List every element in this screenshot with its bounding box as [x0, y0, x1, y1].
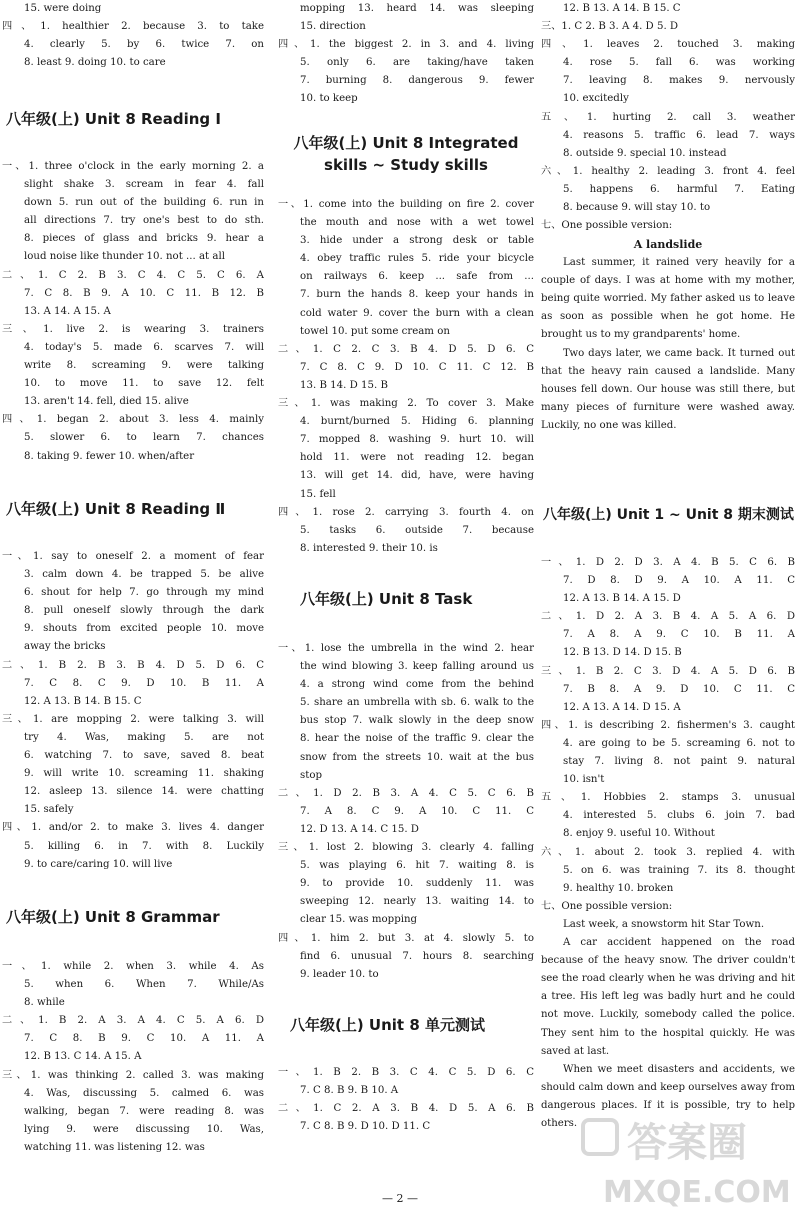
- answer-line: 10. to move 11. to save 12. felt: [24, 378, 264, 390]
- answer-line: 4. a strong wind come from the behind: [300, 679, 534, 691]
- answer-line: 7. burning 8. dangerous 9. fewer: [300, 75, 534, 87]
- answer-line: 9. leader 10. to: [300, 968, 379, 980]
- answer-line: 4. burnt/burned 5. Hiding 6. planning: [300, 416, 534, 428]
- answer-line: 3. hide under a strong desk or table: [300, 235, 534, 247]
- essay-landslide: [541, 236, 795, 435]
- answer-line: 5. was playing 6. hit 7. waiting 8. is: [300, 860, 534, 872]
- answer-line: 10. excitedly: [563, 93, 629, 105]
- answer-line: 8. outside 9. special 10. instead: [563, 147, 727, 159]
- answer-line: 四、1. the biggest 2. in 3. and 4. living: [278, 39, 534, 51]
- section-title-grammar: 八年级(上) Unit 8 Grammar: [6, 908, 220, 926]
- answer-line: 三、1. lost 2. blowing 3. clearly 4. falling: [278, 842, 534, 854]
- section-title-reading-1: 八年级(上) Unit 8 Reading Ⅰ: [6, 110, 221, 128]
- answer-line: 7. A 8. A 9. C 10. B 11. A: [563, 629, 795, 641]
- answer-line: 三、1. B 2. C 3. D 4. A 5. D 6. B: [541, 665, 795, 677]
- carryover-block: [278, 0, 534, 109]
- answer-line: 10. to keep: [300, 93, 358, 105]
- answer-line: 15. safely: [24, 804, 74, 816]
- answer-line: find 6. unusual 7. hours 8. searching: [300, 950, 534, 962]
- answer-line: loud noise like thunder 10. not ... at all: [24, 251, 225, 263]
- watermark-logo: [575, 1098, 800, 1216]
- answer-line: 8. least 9. doing 10. to care: [24, 57, 166, 69]
- answer-line: 7. A 8. C 9. A 10. C 11. C: [300, 805, 534, 817]
- answer-line: 四、1. leaves 2. touched 3. making: [541, 39, 795, 51]
- section-title-reading-2: 八年级(上) Unit 8 Reading Ⅱ: [6, 500, 226, 518]
- answer-line: watching 11. was listening 12. was: [24, 1141, 205, 1153]
- watermark-emblem: [583, 1120, 617, 1154]
- answer-line: 8. pieces of glass and bricks 9. hear a: [24, 233, 264, 245]
- answer-line: 5. slower 6. to learn 7. chances: [24, 432, 264, 444]
- answer-line: 12. B 13. C 14. A 15. A: [24, 1051, 142, 1063]
- answer-line: 9. will write 10. screaming 11. shaking: [24, 768, 264, 780]
- answer-line: 3. calm down 4. be trapped 5. be alive: [24, 569, 264, 581]
- answer-line: 13. B 14. D 15. B: [300, 379, 388, 391]
- answer-line: 9. to provide 10. suddenly 11. was: [300, 878, 534, 890]
- answer-line: 8. because 9. will stay 10. to: [563, 202, 711, 214]
- answer-line: 12. B 13. A 14. B 15. C: [563, 3, 681, 14]
- answer-line: 4. today's 5. made 6. scarves 7. will: [24, 341, 264, 353]
- answer-line: 15. direction: [300, 21, 366, 33]
- answer-line: down 5. run out of the building 6. run in: [24, 197, 264, 209]
- answer-line: walking, began 7. were reading 8. was: [24, 1105, 264, 1117]
- answer-line: 12. D 13. A 14. C 15. D: [300, 823, 419, 835]
- answer-line: 8. interested 9. their 10. is: [300, 542, 438, 554]
- answer-line: lying 9. were discussing 10. Was,: [24, 1123, 264, 1135]
- answer-line: 7. C 8. C 9. D 10. B 11. A: [24, 677, 264, 689]
- section-title-line: skills ~ Study skills: [324, 156, 488, 174]
- answer-line: 三、1. live 2. is wearing 3. trainers: [2, 323, 264, 335]
- final-test-answers: [541, 554, 795, 916]
- answer-line: snow from the streets 10. wait at the bus: [300, 751, 534, 763]
- watermark-text-cn: 答案圈: [627, 1120, 747, 1166]
- answer-line: 一、1. D 2. D 3. A 4. B 5. C 6. B: [541, 557, 795, 568]
- answer-line: 10. isn't: [563, 774, 605, 786]
- answer-line: 8. pull oneself slowly through the dark: [24, 605, 264, 617]
- answer-line: 7. C 8. B 9. B 10. A: [300, 1085, 399, 1097]
- answer-line: bus stop 7. walk slowly in the deep snow: [300, 715, 534, 727]
- answer-line: 二、1. C 2. C 3. B 4. D 5. D 6. C: [278, 343, 534, 355]
- section-title-unit-test: 八年级(上) Unit 8 单元测试: [290, 1016, 485, 1034]
- answer-line: 6. watching 7. to save, saved 8. beat: [24, 750, 264, 762]
- answer-line: 六、1. about 2. took 3. replied 4. with: [541, 846, 795, 858]
- answer-line: 四、1. began 2. about 3. less 4. mainly: [2, 414, 264, 426]
- answer-line: 四、1. is describing 2. fishermen's 3. caught: [541, 719, 795, 731]
- reading-1-answers: [2, 158, 264, 466]
- answer-line: 二、1. C 2. A 3. B 4. D 5. A 6. B: [278, 1103, 534, 1115]
- answer-line: the mouth and nose with a wet towel: [300, 217, 534, 229]
- answer-line: 5. tasks 6. outside 7. because: [300, 524, 534, 536]
- answer-line: 五、1. Hobbies 2. stamps 3. unusual: [541, 792, 795, 804]
- answer-line: 四、1. him 2. but 3. at 4. slowly 5. to: [278, 932, 534, 944]
- answer-line: 5. on 6. was training 7. its 8. thought: [563, 864, 795, 876]
- answer-line: 15. fell: [300, 488, 336, 500]
- answer-line: stay 7. living 8. not paint 9. natural: [563, 756, 795, 768]
- answer-line: 三、1. was thinking 2. called 3. was making: [2, 1069, 264, 1081]
- answer-line: 4. interested 5. clubs 6. join 7. bad: [563, 810, 795, 822]
- answer-line: slight shake 3. scream in fear 4. fall: [24, 179, 264, 191]
- answer-line: 4. rose 5. fall 6. was working: [563, 57, 795, 69]
- answer-line: 7. leaving 8. makes 9. nervously: [563, 75, 795, 87]
- essay-title: A landslide: [633, 238, 703, 251]
- carryover-block: [2, 0, 264, 72]
- answer-line: 13. aren't 14. fell, died 15. alive: [24, 396, 189, 408]
- answer-line: towel 10. put some cream on: [300, 325, 450, 337]
- answer-line: 二、1. D 2. A 3. B 4. A 5. A 6. D: [541, 611, 795, 623]
- answer-line: 七、One possible version:: [541, 220, 673, 232]
- watermark-text-url: MXQE.COM: [603, 1175, 791, 1210]
- answer-line: 8. enjoy 9. useful 10. Without: [563, 828, 715, 840]
- answer-line: 三、1. was making 2. To cover 3. Make: [278, 398, 534, 410]
- section-title-final-test: 八年级(上) Unit 1 ~ Unit 8 期末测试: [543, 507, 794, 523]
- essay-paragraph: When we meet disasters and accidents, we should calm down and keep ourselves away from dangerous places. If it is possible, try to help others.: [541, 1063, 795, 1130]
- answer-line: 4. reasons 5. traffic 6. lead 7. ways: [563, 129, 795, 141]
- answer-line: 二、1. C 2. B 3. C 4. C 5. C 6. A: [2, 269, 264, 281]
- answer-line: 15. were doing: [24, 3, 102, 14]
- answer-line: 6. shout for help 7. go through my mind: [24, 587, 264, 599]
- task-answers: [278, 640, 534, 984]
- unit-test-answers: [278, 1064, 534, 1136]
- answer-line: 七、One possible version:: [541, 900, 673, 912]
- answer-line: 9. shouts from excited people 10. move: [24, 623, 264, 635]
- answer-line: 5. when 6. When 7. While/As: [24, 979, 264, 991]
- answer-line: 5. killing 6. in 7. with 8. Luckily: [24, 840, 264, 852]
- answer-line: all directions 7. try one's best to do sth.: [24, 215, 264, 227]
- answer-line: clear 15. was mopping: [300, 914, 418, 926]
- answer-line: 四、1. and/or 2. to make 3. lives 4. danger: [2, 822, 264, 834]
- answer-line: 13. A 14. A 15. A: [24, 305, 111, 317]
- answer-line: 7. C 8. B 9. D 10. D 11. C: [300, 1121, 431, 1133]
- answer-line: 一、1. say to oneself 2. a moment of fear: [2, 551, 264, 562]
- grammar-answers: [2, 958, 264, 1157]
- integrated-answers: [278, 196, 534, 558]
- answer-line: away the bricks: [24, 641, 106, 653]
- answer-line: write 8. screaming 9. were talking: [24, 360, 264, 372]
- essay-paragraph: Two days later, we came back. It turned out that the heavy rain caused a landslide. Many houses fell down. Our house was still there, but many pieces of furniture were washed away. Luckily, no one was killed.: [541, 347, 795, 431]
- essay-paragraph: Last summer, it rained very heavily for a couple of days. I was at home with my mother, being quite worried. My father asked us to leave as soon as possible when he got home. He brought us to my grandparents' home.: [541, 257, 795, 341]
- essay-paragraph: Last week, a snowstorm hit Star Town.: [563, 919, 765, 930]
- answer-line: 三、1. are mopping 2. were talking 3. will: [2, 713, 264, 725]
- answer-line: 7. D 8. D 9. A 10. A 11. C: [563, 575, 795, 587]
- answer-line: 7. C 8. C 9. D 10. C 11. C 12. B: [300, 361, 534, 373]
- answer-line: on railways 6. keep ... safe from ...: [300, 271, 534, 283]
- answer-line: 4. are going to be 5. screaming 6. not to: [563, 737, 795, 749]
- answer-line: 4. clearly 5. by 6. twice 7. on: [24, 39, 264, 51]
- answer-line: try 4. Was, making 5. are not: [24, 731, 264, 743]
- answer-line: 7. burn the hands 8. keep your hands in: [300, 289, 534, 301]
- answer-line: 7. B 8. A 9. D 10. C 11. C: [563, 683, 795, 695]
- reading-2-answers: [2, 548, 264, 874]
- answer-line: 三、1. C 2. B 3. A 4. D 5. D: [541, 21, 679, 33]
- answer-line: 一、1. three o'clock in the early morning 2. a: [2, 161, 264, 172]
- answer-line: 12. A 13. A 14. D 15. A: [563, 701, 681, 713]
- section-title-line: 八年级(上) Unit 8 Integrated: [293, 134, 519, 152]
- answer-line: 12. asleep 13. silence 14. were chatting: [24, 786, 264, 798]
- page-number: — 2 —: [382, 1192, 418, 1205]
- answer-line: 7. mopped 8. washing 9. hurt 10. will: [300, 434, 534, 446]
- answer-line: 六、1. healthy 2. leading 3. front 4. feel: [541, 165, 795, 177]
- answer-line: 五、1. hurting 2. call 3. weather: [541, 111, 795, 123]
- answer-line: 二、1. B 2. B 3. B 4. D 5. D 6. C: [2, 659, 264, 671]
- answer-line: 5. happens 6. harmful 7. Eating: [563, 183, 795, 195]
- answer-line: cold water 9. cover the burn with a clean: [300, 307, 534, 319]
- section-title-task: 八年级(上) Unit 8 Task: [300, 590, 473, 608]
- answer-line: sweeping 12. nearly 13. waiting 14. to: [300, 896, 534, 908]
- answer-line: 8. hear the noise of the traffic 9. clear the: [300, 733, 534, 745]
- answer-line: 5. only 6. are taking/have taken: [300, 57, 534, 69]
- answer-line: 9. to care/caring 10. will live: [24, 858, 173, 870]
- answer-line: 一、1. B 2. B 3. C 4. C 5. D 6. C: [278, 1067, 534, 1078]
- answer-line: 12. A 13. B 14. A 15. D: [563, 593, 681, 605]
- answer-line: 5. share an umbrella with sb. 6. walk to the: [300, 697, 534, 709]
- answer-line: 12. B 13. D 14. D 15. B: [563, 647, 682, 659]
- answer-line: 二、1. D 2. B 3. A 4. C 5. C 6. B: [278, 787, 534, 799]
- answer-line: 一、1. lose the umbrella in the wind 2. hear: [278, 643, 534, 654]
- answer-line: 四、1. rose 2. carrying 3. fourth 4. on: [278, 506, 534, 518]
- answer-line: 8. taking 9. fewer 10. when/after: [24, 450, 195, 462]
- answer-line: mopping 13. heard 14. was sleeping: [300, 3, 534, 14]
- answer-line: stop: [300, 769, 322, 781]
- answer-line: hold 11. were not reading 12. began: [300, 452, 534, 464]
- carryover-block: [541, 0, 795, 235]
- answer-line: 四、1. healthier 2. because 3. to take: [2, 21, 264, 33]
- answer-line: 7. C 8. B 9. C 10. A 11. A: [24, 1033, 264, 1045]
- section-title-integrated: [278, 132, 534, 176]
- answer-line: the wind blowing 3. keep falling around us: [300, 661, 534, 673]
- answer-line: 13. will get 14. did, have, were having: [300, 470, 534, 482]
- answer-line: 4. Was, discussing 5. calmed 6. was: [24, 1087, 264, 1099]
- essay-paragraph: A car accident happened on the road because of the heavy snow. The driver couldn't see the road clearly when he was driving and hit a tree. His left leg was badly hurt and he could not move. Luckily, somebody called the police. They sent him to the hospital quickly. He was saved at last.: [541, 937, 795, 1057]
- answer-line: 8. while: [24, 997, 65, 1009]
- answer-line: 二、1. B 2. A 3. A 4. C 5. A 6. D: [2, 1015, 264, 1027]
- answer-line: 9. healthy 10. broken: [563, 882, 674, 894]
- answer-line: 12. A 13. B 14. B 15. C: [24, 695, 142, 707]
- answer-line: 7. C 8. B 9. A 10. C 11. B 12. B: [24, 287, 264, 299]
- answer-line: 4. obey traffic rules 5. ride your bicycle: [300, 253, 534, 265]
- answer-line: 一、1. while 2. when 3. while 4. As: [2, 961, 264, 972]
- answer-line: 一、1. come into the building on fire 2. cover: [278, 199, 534, 210]
